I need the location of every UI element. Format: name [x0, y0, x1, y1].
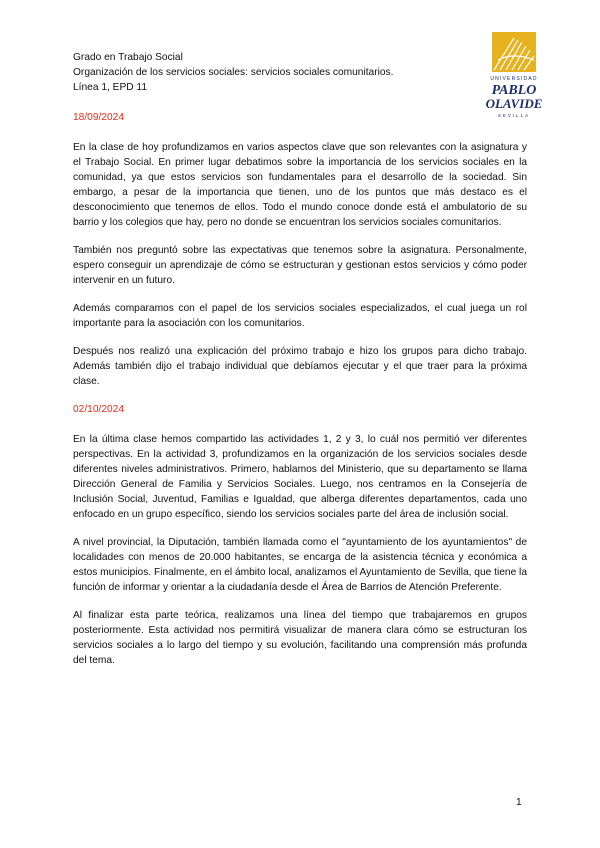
- entry-date: 02/10/2024: [73, 404, 124, 415]
- document-header: [73, 50, 393, 95]
- logo-bottom-text: SEVILLA: [497, 113, 531, 118]
- header-degree: Grado en Trabajo Social: [73, 52, 183, 63]
- header-group: Línea 1, EPD 11: [73, 82, 148, 93]
- header-course: Organización de los servicios sociales: servicios sociales comunitarios.: [73, 67, 394, 78]
- entry-paragraph: En la última clase hemos compartido las actividades 1, 2 y 3, lo cuál nos permitió ver diferentes perspectivas. En la actividad 3, profundizamos en la organización de los servicios sociales desde diferentes niveles administrativos. Primero, hablamos del Ministerio, que su departamento se llama Dirección General de Familia y Servicios Sociales. Luego, nos centramos en la Consejería de Inclusión Social, Juventud, Familias e Igualdad, que alberga diferentes departamentos, cada uno enfocado en un grupo específico, siendo los servicios sociales parte del área de inclusión social.: [73, 434, 527, 520]
- entry-paragraph: En la clase de hoy profundizamos en varios aspectos clave que son relevantes con la asignatura y el Trabajo Social. En primer lugar debatimos sobre la importancia de los servicios sociales en la comunidad, ya que estos servicios son fundamentales para el desarrollo de la sociedad. Sin embargo, a pesar de la importancia que tienen, uno de los puntos que más destaco es el desconocimiento que tenemos de ellos. Todo el mundo conoce donde está el ambulatorio de su barrio y los colegios que hay, pero no donde se encuentran los servicios sociales comunitarios.: [73, 142, 527, 228]
- university-logo: [478, 30, 550, 120]
- entry-paragraph: También nos preguntó sobre las expectativas que tenemos sobre la asignatura. Personalmente, espero conseguir un aprendizaje de cómo se estructuran y gestionan estos servicios y cómo poder intervenir en un futuro.: [73, 245, 527, 286]
- entry-paragraph: Además comparamos con el papel de los servicios sociales especializados, el cual juega un rol importante para la asociación con los comunitarios.: [73, 303, 527, 329]
- logo-top-text: UNIVERSIDAD: [490, 76, 538, 82]
- entry-date: 18/09/2024: [73, 112, 124, 123]
- entry-paragraph: Después nos realizó una explicación del próximo trabajo e hizo los grupos para dicho trabajo. Además también dijo el trabajo individual que debíamos ejecutar y el que traer para la próxima clase.: [73, 346, 527, 387]
- logo-name-2: OLAVIDE: [485, 96, 543, 111]
- entry-paragraph: A nivel provincial, la Diputación, también llamada como el "ayuntamiento de los ayuntamientos" de localidades con menos de 20.000 habitantes, se encarga de la asistencia técnica y económica a estos municipios. Finalmente, en el ámbito local, analizamos el Ayuntamiento de Sevilla, que tiene la función de informar y orientar a la ciudadanía desde el Área de Barrios de Atención Preferente.: [73, 537, 527, 593]
- logo-name-1: PABLO: [491, 83, 537, 98]
- entry-paragraph: Al finalizar esta parte teórica, realizamos una línea del tiempo que trabajaremos en grupos posteriormente. Esta actividad nos permitirá visualizar de manera clara cómo se estructuran los servicios sociales a lo largo del tiempo y su evolución, facilitando una comprensión más profunda del tema.: [73, 610, 527, 666]
- page-number: 1: [516, 797, 522, 808]
- document-body: [73, 110, 527, 668]
